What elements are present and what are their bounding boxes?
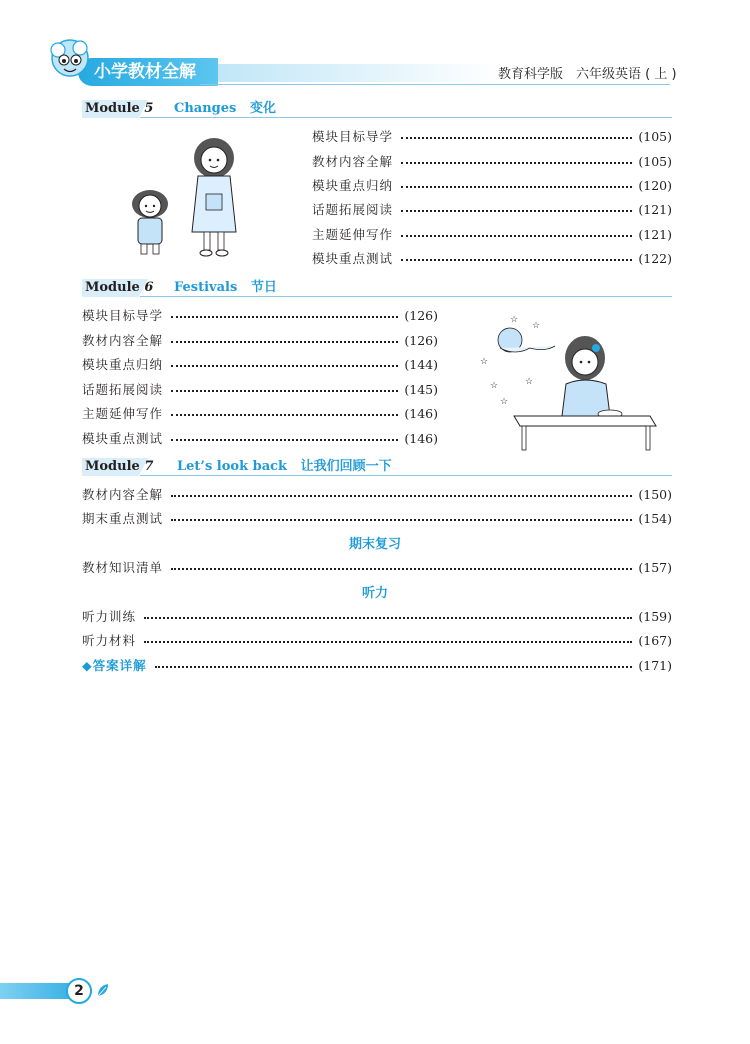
toc-label: 模块重点测试 [312, 251, 394, 266]
toc-page: (159) [638, 608, 672, 624]
edition-label: 教育科学版 六年级英语 ( 上 ) [498, 67, 677, 82]
toc-row[interactable] [312, 126, 672, 146]
toc-label: 听力训练 [82, 609, 137, 624]
toc-page: (171) [638, 657, 672, 673]
toc-page: (146) [404, 405, 438, 421]
module-rule [140, 117, 672, 118]
toc-page: (167) [638, 632, 672, 648]
toc-row[interactable] [82, 354, 438, 374]
module-label: Module 6 [85, 280, 154, 295]
toc-page: (144) [404, 356, 438, 372]
toc-label: 模块重点归纳 [312, 178, 394, 193]
toc-row[interactable] [82, 403, 438, 423]
toc-page: (105) [638, 153, 672, 169]
module-6-heading [82, 279, 672, 297]
toc-row-answers[interactable] [82, 655, 672, 675]
toc-page: (154) [638, 510, 672, 526]
leader-dots [401, 137, 632, 139]
toc-page: (145) [404, 381, 438, 397]
leader-dots [171, 365, 398, 367]
leaf-icon [96, 982, 110, 998]
toc-label: 教材知识清单 [82, 560, 164, 575]
module-5-heading [82, 100, 672, 118]
module-rule [140, 296, 672, 297]
toc-label: 模块目标导学 [312, 129, 394, 144]
module-title: Let’s look back 让我们回顾一下 [177, 459, 392, 474]
toc-row[interactable] [312, 175, 672, 195]
header-fade-band [210, 64, 500, 82]
toc-label: 教材内容全解 [82, 333, 164, 348]
toc-label: 模块目标导学 [82, 308, 164, 323]
toc-row[interactable] [82, 428, 438, 448]
toc-row[interactable] [82, 305, 438, 325]
toc-row[interactable] [312, 224, 672, 244]
leader-dots [171, 439, 398, 441]
toc-label: 模块重点测试 [82, 431, 164, 446]
leader-dots [401, 162, 632, 164]
leader-dots [171, 519, 632, 521]
svg-text:☆: ☆ [490, 381, 499, 391]
toc-page: (146) [404, 430, 438, 446]
svg-text:☆: ☆ [480, 357, 489, 367]
toc-label: 教材内容全解 [312, 154, 394, 169]
toc-row[interactable] [82, 330, 438, 350]
leader-dots [171, 390, 398, 392]
final-review-heading: 期末复习 [348, 537, 401, 552]
svg-text:☆: ☆ [510, 315, 519, 325]
toc-page: (126) [404, 332, 438, 348]
leader-dots [171, 495, 632, 497]
leader-dots [401, 210, 632, 212]
toc-page: (157) [638, 559, 672, 575]
toc-row[interactable] [82, 379, 438, 399]
toc-page: (120) [638, 177, 672, 193]
toc-label: 主题延伸写作 [312, 227, 394, 242]
leader-dots [144, 617, 632, 619]
module-label: Module 5 [85, 101, 154, 116]
toc-row[interactable] [82, 484, 672, 504]
toc-page: (150) [638, 486, 672, 502]
toc-label: ◆答案详解 [82, 658, 147, 673]
svg-text:☆: ☆ [525, 377, 534, 387]
svg-text:☆: ☆ [500, 397, 509, 407]
toc-row[interactable] [82, 508, 672, 528]
leader-dots [401, 259, 632, 261]
toc-row[interactable] [82, 557, 672, 577]
module-7-heading [82, 458, 672, 476]
leader-dots [171, 568, 632, 570]
module-label: Module 7 [85, 459, 154, 474]
toc-page: (121) [638, 201, 672, 217]
leader-dots [155, 666, 633, 668]
leader-dots [401, 186, 632, 188]
toc-page: (126) [404, 307, 438, 323]
book-title: 小学教材全解 [78, 58, 218, 86]
toc-label: 话题拓展阅读 [82, 382, 164, 397]
toc-row[interactable] [312, 199, 672, 219]
listening-heading: 听力 [361, 586, 388, 601]
toc-label: 期末重点测试 [82, 511, 164, 526]
module-title: Changes 变化 [174, 101, 276, 116]
toc-page: (122) [638, 250, 672, 266]
toc-label: 听力材料 [82, 633, 137, 648]
leader-dots [171, 341, 398, 343]
page-number: 2 [66, 978, 92, 1004]
toc-label: 模块重点归纳 [82, 357, 164, 372]
girl-at-desk-illustration-icon [470, 312, 670, 452]
girls-illustration-icon [122, 132, 262, 262]
header-rule [200, 84, 670, 85]
svg-text:☆: ☆ [532, 321, 541, 331]
toc-page: (105) [638, 128, 672, 144]
module-title: Festivals 节日 [174, 280, 277, 295]
mascot-logo-icon [40, 36, 112, 96]
toc-row[interactable] [82, 630, 672, 650]
toc-row[interactable] [82, 606, 672, 626]
toc-page: (121) [638, 226, 672, 242]
module-rule [140, 475, 672, 476]
toc-row[interactable] [312, 248, 672, 268]
leader-dots [171, 414, 398, 416]
toc-row[interactable] [312, 151, 672, 171]
leader-dots [144, 641, 632, 643]
toc-label: 主题延伸写作 [82, 406, 164, 421]
toc-label: 话题拓展阅读 [312, 202, 394, 217]
leader-dots [171, 316, 398, 318]
leader-dots [401, 235, 632, 237]
toc-label: 教材内容全解 [82, 487, 164, 502]
